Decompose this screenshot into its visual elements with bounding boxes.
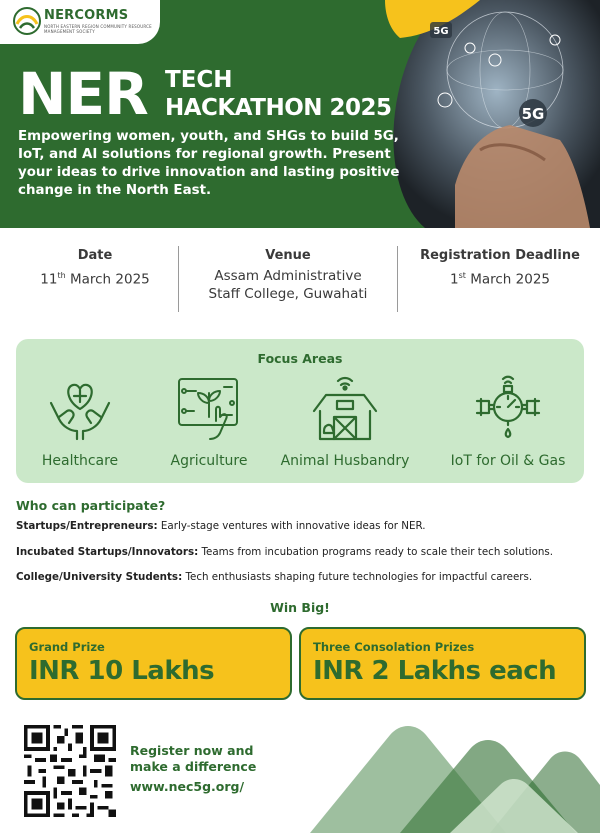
divider <box>178 246 179 312</box>
agriculture-icon <box>174 373 244 443</box>
focus-item-healthcare <box>36 373 124 469</box>
deadline-value: 1st March 2025 <box>450 271 550 288</box>
registration-url-link[interactable]: www.nec5g.org/ <box>130 779 245 794</box>
photo-badge-5g-small: 5G <box>433 26 449 37</box>
focus-label: IoT for Oil & Gas <box>450 453 566 469</box>
org-subtitle: NORTH EASTERN REGION COMMUNITY RESOURCE MANAGEMENT SOCIETY <box>44 24 152 34</box>
cta-line-1: Register now and <box>130 743 254 758</box>
consolation-prize-label: Three Consolation Prizes <box>313 640 475 654</box>
venue-line-1: Assam Administrative <box>214 268 362 284</box>
cta-line-2: make a difference <box>130 759 257 774</box>
photo-badge-5g-large: 5G <box>521 105 545 123</box>
title-ner: NER <box>18 60 148 128</box>
decorative-shapes <box>300 715 600 833</box>
focus-label: Animal Husbandry <box>280 453 410 469</box>
consolation-prize-amount: INR 2 Lakhs each <box>313 656 557 686</box>
focus-item-iot-oil-gas <box>440 373 576 469</box>
grand-prize-amount: INR 10 Lakhs <box>29 656 215 686</box>
venue-block <box>188 248 388 303</box>
registration-qr-code[interactable] <box>24 725 116 817</box>
focus-item-agriculture <box>154 373 264 469</box>
org-name: NERCORMS <box>44 8 129 23</box>
participant-row: Incubated Startups/Innovators: Teams from incubation programs ready to scale their tech solutions. <box>16 546 554 558</box>
hero-photo <box>385 0 600 228</box>
hero-description: Empowering women, youth, and SHGs to build 5G, IoT, and AI solutions for regional growth. Present your ideas to drive innovation and lasting positive change in the North East. <box>18 129 400 198</box>
logo[interactable] <box>0 0 160 44</box>
barn-icon <box>310 373 380 443</box>
title-hackathon: HACKATHON 2025 <box>165 95 392 121</box>
venue-label: Venue <box>265 248 311 263</box>
title-tech: TECH <box>165 67 233 93</box>
event-info <box>0 240 600 320</box>
nercorms-logo-icon <box>12 6 42 36</box>
hero-banner <box>0 0 600 228</box>
focus-label: Agriculture <box>170 453 248 469</box>
divider <box>397 246 398 312</box>
participant-row: Startups/Entrepreneurs: Early-stage ventures with innovative ideas for NER. <box>16 520 426 532</box>
focus-item-animal-husbandry <box>272 373 418 469</box>
date-label: Date <box>77 248 113 263</box>
focus-areas-title: Focus Areas <box>257 351 343 366</box>
win-big-heading: Win Big! <box>270 600 330 615</box>
focus-label: Healthcare <box>41 453 119 469</box>
date-block <box>20 248 170 289</box>
date-value: 11th March 2025 <box>40 271 150 288</box>
grand-prize-card <box>15 627 292 700</box>
deadline-label: Registration Deadline <box>420 248 580 263</box>
healthcare-icon <box>45 373 115 443</box>
pipeline-gauge-icon <box>473 373 543 443</box>
consolation-prize-card <box>299 627 586 700</box>
participant-row: College/University Students: Tech enthusiasts shaping future technologies for impactful careers. <box>16 571 533 583</box>
who-title: Who can participate? <box>16 498 166 513</box>
grand-prize-label: Grand Prize <box>29 640 105 654</box>
venue-line-2: Staff College, Guwahati <box>208 286 368 302</box>
deadline-block <box>400 248 600 289</box>
focus-areas-panel <box>16 339 584 483</box>
